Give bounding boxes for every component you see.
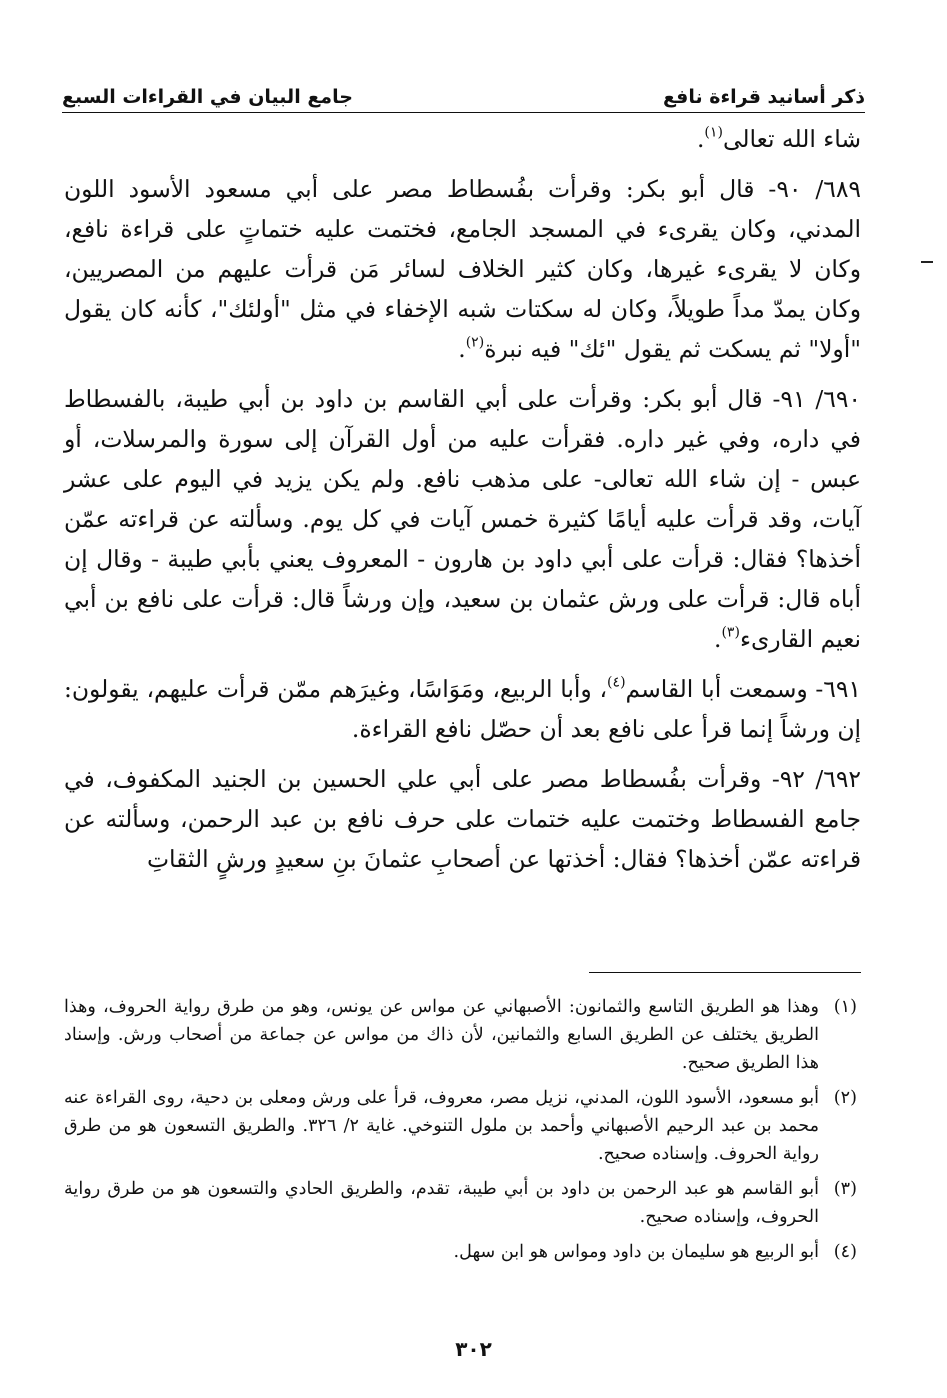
paragraph-690: ٦٩٠/ ٩١- قال أبو بكر: وقرأت على أبي القاسم بن داود بن أبي طيبة، بالفسطاط في داره، وفي غير داره. فقرأت عليه من أول القرآن إلى سورة والمرسلات، أو عبس - إن شاء الله تعالى- على مذهب نافع. ولم يكن يزيد في اليوم على عشر آيات، وقد قرأت عليه أيامًا كثيرة خمس آيات في كل يوم. وسألته عن قراءته عمّن أخذها؟ فقال: قرأت على أبي داود بن هارون - المعروف يعني بأبي طيبة - وقال إن أباه قال: قرأت على ورش عثمان بن سعيد، وإن ورشاً قال: قرأت على نافع بن أبي نعيم القارىء$^{(٣)}$.: [64, 385, 861, 653]
paragraph-text: ، وأبا الربيع، ومَوَاسًا، وغيرَهم ممّن قرأت عليهم، يقولون: إن ورشاً إنما قرأ على نافع بعد أن حصّل نافع القراءة.: [64, 675, 861, 743]
header-section-title: ذكر أسانيد قراءة نافع: [662, 86, 865, 108]
entry-number: ٦٩١-: [815, 675, 861, 703]
main-text: [64, 119, 861, 889]
paragraph-691: [64, 669, 861, 749]
footnote: [64, 1175, 857, 1231]
entry-number: ٦٩٠/ ٩١-: [772, 385, 861, 413]
paragraph-692: [64, 759, 861, 879]
paragraph-689: ٦٨٩/ ٩٠- قال أبو بكر: وقرأت بفُسطاط مصر على أبي مسعود الأسود اللون المدني، وكان يقرىء في المسجد الجامع، فختمت عليه ختماتٍ على قراءة نافع، وكان لا يقرىء غيرها، وكان كثير الخلاف لسائر مَن قرأت عليهم من المصريين، وكان يمدّ مداً طويلاً، وكان له سكتات شبه الإخفاء في مثل "أولئك"، كأنه كان يقول "أولا" ثم يسكت ثم يقول "ئك" فيه نبرة$^{(٢)}$.: [64, 175, 861, 363]
footnote-ref: (١): [704, 124, 723, 141]
footnotes: [64, 993, 857, 1273]
page-number: ٣٠٢: [455, 1337, 492, 1361]
footnote-ref: (٤): [607, 674, 626, 691]
footnote: [64, 993, 857, 1077]
header-rule: [62, 112, 865, 113]
footnote-text: وهذا هو الطريق التاسع والثمانون: الأصبهاني عن مواس عن يونس، وهو من طرق رواية الحروف، وهذا الطريق يختلف عن الطريق السابع والثمانين، لأن ذاك من مواس عن جماعة من أصحاب ورش. وإسناد هذا الطريق صحيح.: [64, 997, 819, 1073]
paragraph-text: قال أبو بكر: وقرأت على أبي القاسم بن داود بن أبي طيبة، بالفسطاط في داره، وفي غير داره. فقرأت عليه من أول القرآن إلى سورة والمرسلات، أو عبس - إن شاء الله تعالى- على مذهب نافع. ولم يكن يزيد في اليوم على عشر آيات، وقد قرأت عليه أيامًا كثيرة خمس آيات في كل يوم. وسألته عن قراءته عمّن أخذها؟ فقال: قرأت على أبي داود بن هارون - المعروف يعني بأبي طيبة - وقال إن أباه قال: قرأت على ورش عثمان بن سعيد، وإن ورشاً قال: قرأت على نافع بن أبي نعيم القارىء: [64, 385, 861, 653]
footnote: [64, 1084, 857, 1168]
entry-number: ٦٨٩/ ٩٠-: [768, 175, 861, 203]
footnote-number: (٣): [833, 1179, 857, 1199]
footnote-text: أبو القاسم هو عبد الرحمن بن داود بن أبي طيبة، تقدم، والطريق الحادي والتسعون هو من طرق رواية الحروف، وإسناده صحيح.: [64, 1179, 819, 1227]
footnote-number: (٤): [833, 1242, 857, 1262]
paragraph-text: شاء الله تعالى: [722, 125, 861, 153]
footnote-ref: (٢): [465, 334, 485, 351]
footnote-separator: [589, 972, 861, 973]
paragraph-text: قال أبو بكر: وقرأت بفُسطاط مصر على أبي مسعود الأسود اللون المدني، وكان يقرىء في المسجد الجامع، فختمت عليه ختماتٍ على قراءة نافع، وكان لا يقرىء غيرها، وكان كثير الخلاف لسائر مَن قرأت عليهم من المصريين، وكان يمدّ مداً طويلاً، وكان له سكتات شبه الإخفاء في مثل "أولئك"، كأنه كان يقول "أولا" ثم يسكت ثم يقول "ئك" فيه نبرة: [64, 175, 861, 363]
header-book-title: جامع البيان في القراءات السبع: [62, 86, 353, 108]
footnote-text: أبو مسعود، الأسود اللون، المدني، نزيل مصر، معروف، قرأ على ورش ومعلى بن دحية، روى القراءة عنه محمد بن عبد الرحيم الأصبهاني وأحمد بن ملول التنوخي. غاية ٢/ ٣٢٦. والطريق التسعون هو من طرق رواية الحروف. وإسناده صحيح.: [64, 1088, 819, 1164]
footnote-number: (٢): [833, 1088, 857, 1108]
margin-mark: [921, 261, 933, 263]
footnote-ref: (٣): [721, 624, 740, 641]
paragraph-text: وسمعت أبا القاسم: [625, 675, 808, 703]
entry-number: ٦٩٢/ ٩٢-: [771, 765, 861, 793]
paragraph-text: وقرأت بفُسطاط مصر على أبي علي الحسين بن الجنيد المكفوف، في جامع الفسطاط وختمت عليه ختمات على حرف نافع بن عبد الرحمن، وسألته عن قراءته عمّن أخذها؟ فقال: أخذتها عن أصحابِ عثمانَ بنِ سعيدٍ ورشٍ الثقاتِ: [64, 765, 861, 873]
footnote: [64, 1238, 857, 1266]
running-header: [62, 70, 865, 108]
footnote-number: (١): [833, 997, 857, 1017]
paragraph-continuation: شاء الله تعالى$^{(١)}$.: [696, 124, 861, 153]
footnote-text: أبو الربيع هو سليمان بن داود ومواس هو ابن سهل.: [453, 1242, 819, 1262]
